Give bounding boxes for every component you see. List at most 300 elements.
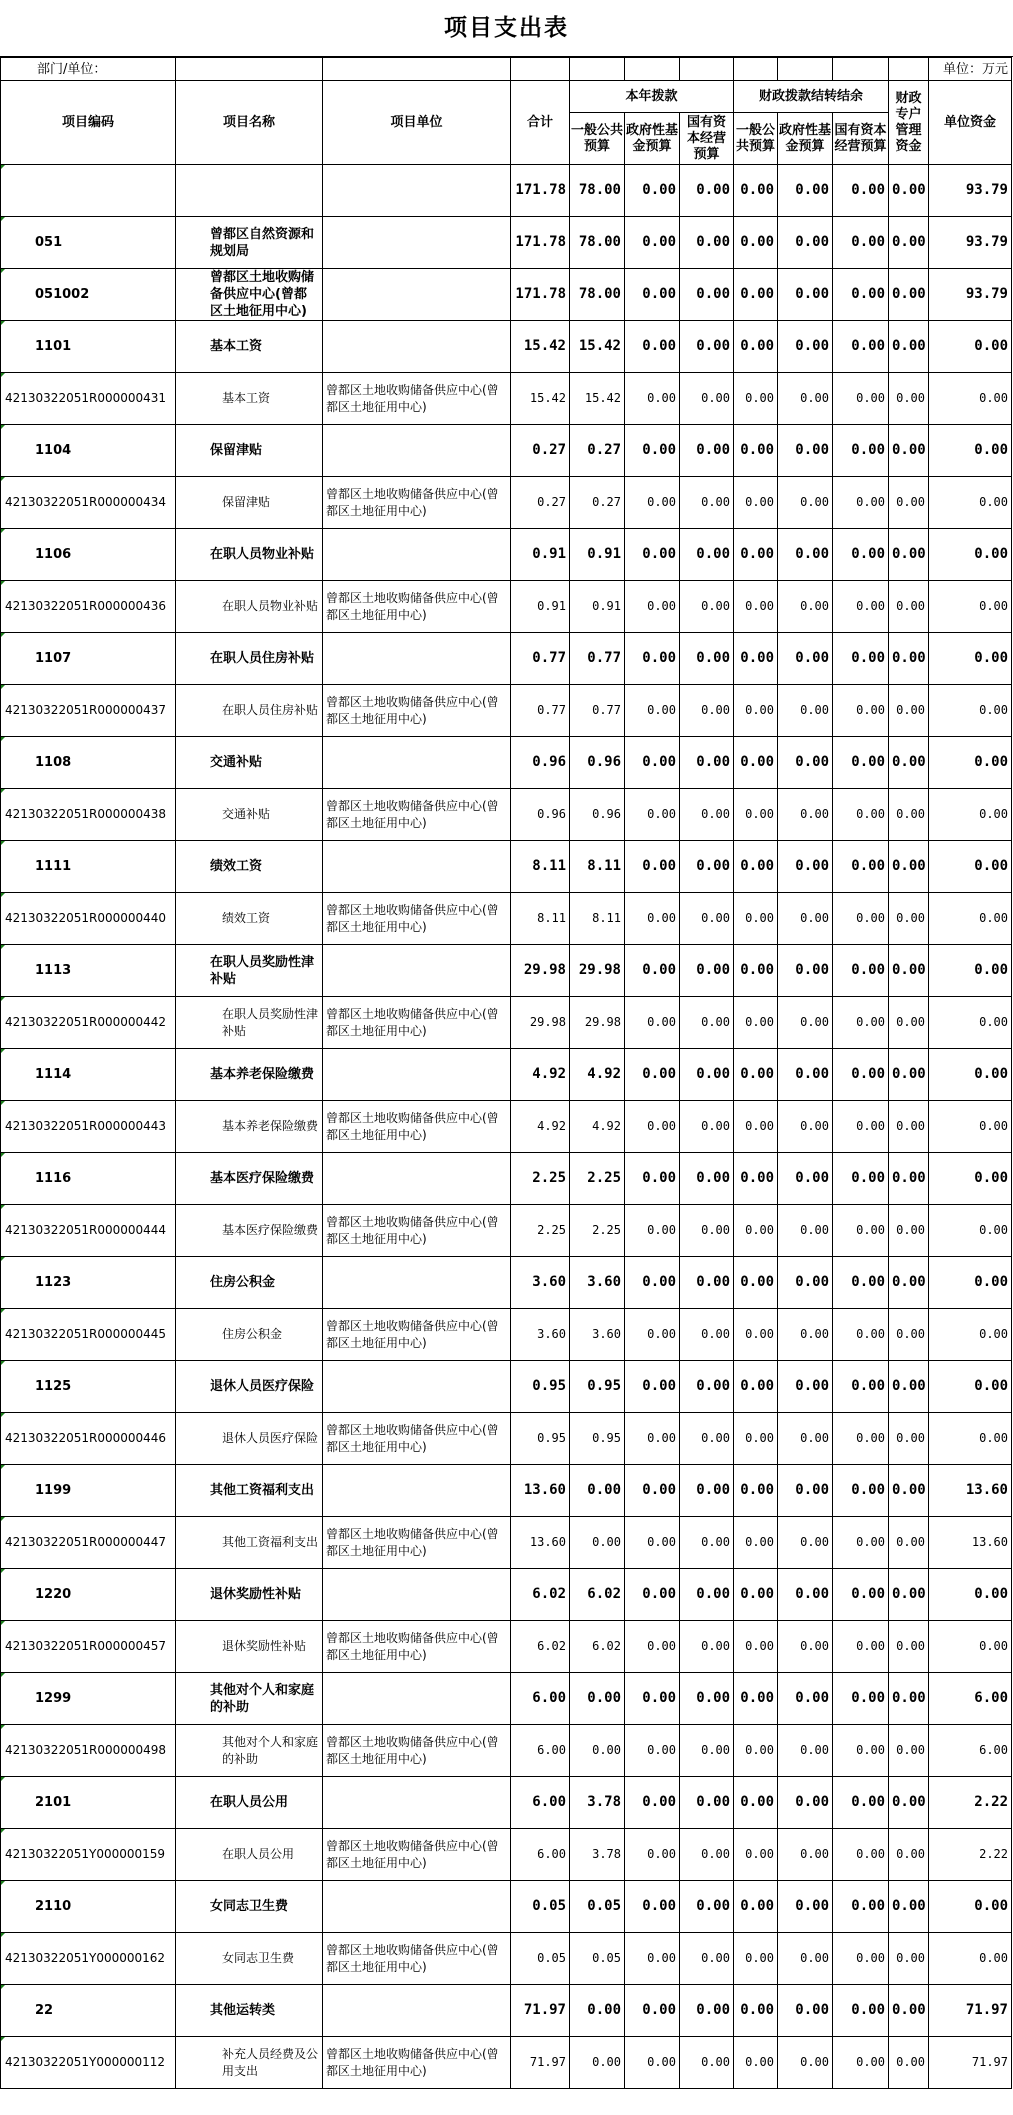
value-co-general: 0.00 (734, 1985, 778, 2037)
value-general: 0.27 (570, 477, 625, 529)
value-co-state-capital: 0.00 (833, 1465, 889, 1517)
value-co-state-capital: 0.00 (833, 737, 889, 789)
value-co-gov-fund: 0.00 (778, 737, 833, 789)
project-name: 交通补贴 (176, 737, 323, 789)
value-co-state-capital: 0.00 (833, 1621, 889, 1673)
value-gov-fund: 0.00 (625, 321, 680, 373)
value-co-state-capital: 0.00 (833, 997, 889, 1049)
project-code: 42130322051R000000498 (1, 1725, 176, 1777)
value-total: 13.60 (511, 1465, 570, 1517)
value-co-general: 0.00 (734, 165, 778, 217)
value-general: 0.95 (570, 1413, 625, 1465)
dept-row (1, 58, 1012, 81)
value-co-gov-fund: 0.00 (778, 1725, 833, 1777)
value-own: 0.00 (929, 581, 1012, 633)
project-code: 2101 (1, 1777, 176, 1829)
project-unit (323, 1465, 511, 1517)
header-carryover: 财政拨款结转结余 (734, 81, 889, 113)
value-gov-fund: 0.00 (625, 1673, 680, 1725)
value-state-capital: 0.00 (680, 1777, 734, 1829)
value-special: 0.00 (889, 425, 929, 477)
value-own: 0.00 (929, 1257, 1012, 1309)
value-state-capital: 0.00 (680, 1673, 734, 1725)
value-own: 0.00 (929, 997, 1012, 1049)
value-state-capital: 0.00 (680, 1413, 734, 1465)
value-co-gov-fund: 0.00 (778, 1829, 833, 1881)
value-gov-fund: 0.00 (625, 217, 680, 269)
value-co-state-capital: 0.00 (833, 217, 889, 269)
header-total: 合计 (511, 81, 570, 165)
value-co-general: 0.00 (734, 321, 778, 373)
value-general: 2.25 (570, 1153, 625, 1205)
value-special: 0.00 (889, 1361, 929, 1413)
value-gov-fund: 0.00 (625, 581, 680, 633)
value-co-gov-fund: 0.00 (778, 789, 833, 841)
value-co-gov-fund: 0.00 (778, 997, 833, 1049)
value-general: 6.02 (570, 1621, 625, 1673)
project-name: 退休人员医疗保险 (176, 1361, 323, 1413)
value-total: 8.11 (511, 841, 570, 893)
value-co-gov-fund: 0.00 (778, 1361, 833, 1413)
value-gov-fund: 0.00 (625, 737, 680, 789)
project-name: 其他工资福利支出 (176, 1517, 323, 1569)
value-co-gov-fund: 0.00 (778, 2037, 833, 2089)
project-code: 1104 (1, 425, 176, 477)
project-unit (323, 1049, 511, 1101)
table-row (1, 1413, 1012, 1465)
value-total: 29.98 (511, 997, 570, 1049)
project-code: 42130322051R000000445 (1, 1309, 176, 1361)
value-co-general: 0.00 (734, 1777, 778, 1829)
value-gov-fund: 0.00 (625, 685, 680, 737)
table-row (1, 1049, 1012, 1101)
value-state-capital: 0.00 (680, 1101, 734, 1153)
value-co-gov-fund: 0.00 (778, 373, 833, 425)
value-state-capital: 0.00 (680, 1829, 734, 1881)
table-row (1, 841, 1012, 893)
project-unit (323, 165, 511, 217)
project-name: 基本医疗保险缴费 (176, 1153, 323, 1205)
project-unit (323, 945, 511, 997)
value-general: 29.98 (570, 997, 625, 1049)
value-co-state-capital: 0.00 (833, 165, 889, 217)
value-special: 0.00 (889, 893, 929, 945)
value-own: 0.00 (929, 477, 1012, 529)
value-state-capital: 0.00 (680, 529, 734, 581)
project-code: 42130322051R000000436 (1, 581, 176, 633)
project-code: 051 (1, 217, 176, 269)
value-co-gov-fund: 0.00 (778, 1621, 833, 1673)
table-row (1, 1309, 1012, 1361)
value-co-gov-fund: 0.00 (778, 1413, 833, 1465)
value-co-general: 0.00 (734, 789, 778, 841)
value-state-capital: 0.00 (680, 1569, 734, 1621)
value-general: 6.02 (570, 1569, 625, 1621)
table-row (1, 581, 1012, 633)
project-unit: 曾都区土地收购储备供应中心(曾都区土地征用中心) (323, 1205, 511, 1257)
value-co-general: 0.00 (734, 1257, 778, 1309)
value-state-capital: 0.00 (680, 1881, 734, 1933)
table-row (1, 373, 1012, 425)
value-special: 0.00 (889, 1621, 929, 1673)
value-general: 0.96 (570, 737, 625, 789)
value-co-general: 0.00 (734, 893, 778, 945)
value-gov-fund: 0.00 (625, 633, 680, 685)
value-gov-fund: 0.00 (625, 1777, 680, 1829)
value-total: 0.96 (511, 737, 570, 789)
project-name: 基本养老保险缴费 (176, 1049, 323, 1101)
value-co-gov-fund: 0.00 (778, 477, 833, 529)
value-own: 0.00 (929, 789, 1012, 841)
project-code: 42130322051R000000447 (1, 1517, 176, 1569)
value-total: 0.77 (511, 685, 570, 737)
value-special: 0.00 (889, 1985, 929, 2037)
value-general: 78.00 (570, 165, 625, 217)
value-special: 0.00 (889, 1153, 929, 1205)
header-gov-fund: 政府性基金预算 (625, 113, 680, 165)
value-special: 0.00 (889, 1933, 929, 1985)
value-special: 0.00 (889, 685, 929, 737)
value-co-gov-fund: 0.00 (778, 893, 833, 945)
table-row (1, 2037, 1012, 2089)
project-unit (323, 1153, 511, 1205)
project-name: 其他工资福利支出 (176, 1465, 323, 1517)
project-unit (323, 321, 511, 373)
value-state-capital: 0.00 (680, 945, 734, 997)
table-row (1, 269, 1012, 321)
value-total: 3.60 (511, 1257, 570, 1309)
page-title: 项目支出表 (0, 0, 1013, 57)
value-gov-fund: 0.00 (625, 373, 680, 425)
value-co-state-capital: 0.00 (833, 1257, 889, 1309)
value-special: 0.00 (889, 789, 929, 841)
value-own: 0.00 (929, 425, 1012, 477)
value-co-general: 0.00 (734, 1101, 778, 1153)
value-general: 0.96 (570, 789, 625, 841)
project-unit (323, 217, 511, 269)
table-row (1, 633, 1012, 685)
value-general: 0.91 (570, 581, 625, 633)
project-code: 1111 (1, 841, 176, 893)
value-state-capital: 0.00 (680, 893, 734, 945)
value-co-state-capital: 0.00 (833, 893, 889, 945)
value-co-state-capital: 0.00 (833, 1985, 889, 2037)
value-co-gov-fund: 0.00 (778, 1049, 833, 1101)
value-co-state-capital: 0.00 (833, 1725, 889, 1777)
value-special: 0.00 (889, 997, 929, 1049)
project-name: 其他对个人和家庭的补助 (176, 1673, 323, 1725)
value-co-gov-fund: 0.00 (778, 1205, 833, 1257)
project-unit (323, 529, 511, 581)
header-general: 一般公共预算 (570, 113, 625, 165)
value-total: 171.78 (511, 217, 570, 269)
value-gov-fund: 0.00 (625, 165, 680, 217)
project-name: 基本工资 (176, 321, 323, 373)
value-co-general: 0.00 (734, 1725, 778, 1777)
value-co-general: 0.00 (734, 737, 778, 789)
project-name: 基本工资 (176, 373, 323, 425)
value-own: 6.00 (929, 1725, 1012, 1777)
value-co-state-capital: 0.00 (833, 1517, 889, 1569)
project-code: 1114 (1, 1049, 176, 1101)
value-general: 0.00 (570, 1985, 625, 2037)
value-total: 71.97 (511, 1985, 570, 2037)
table-row (1, 529, 1012, 581)
value-special: 0.00 (889, 1101, 929, 1153)
project-unit: 曾都区土地收购储备供应中心(曾都区土地征用中心) (323, 893, 511, 945)
value-co-gov-fund: 0.00 (778, 581, 833, 633)
table-row (1, 1205, 1012, 1257)
project-code: 42130322051R000000446 (1, 1413, 176, 1465)
table-row (1, 1465, 1012, 1517)
project-code: 1108 (1, 737, 176, 789)
project-unit: 曾都区土地收购储备供应中心(曾都区土地征用中心) (323, 1101, 511, 1153)
value-co-state-capital: 0.00 (833, 529, 889, 581)
value-state-capital: 0.00 (680, 165, 734, 217)
value-state-capital: 0.00 (680, 633, 734, 685)
value-gov-fund: 0.00 (625, 1829, 680, 1881)
value-state-capital: 0.00 (680, 1985, 734, 2037)
value-co-general: 0.00 (734, 1413, 778, 1465)
value-state-capital: 0.00 (680, 477, 734, 529)
value-total: 15.42 (511, 321, 570, 373)
table-row (1, 425, 1012, 477)
value-special: 0.00 (889, 1777, 929, 1829)
project-code: 2110 (1, 1881, 176, 1933)
value-general: 15.42 (570, 321, 625, 373)
value-co-general: 0.00 (734, 2037, 778, 2089)
value-general: 15.42 (570, 373, 625, 425)
value-general: 78.00 (570, 269, 625, 321)
value-co-general: 0.00 (734, 1569, 778, 1621)
value-co-gov-fund: 0.00 (778, 633, 833, 685)
project-unit (323, 1673, 511, 1725)
project-unit: 曾都区土地收购储备供应中心(曾都区土地征用中心) (323, 789, 511, 841)
header-code: 项目编码 (1, 81, 176, 165)
value-own: 0.00 (929, 945, 1012, 997)
header-unit: 项目单位 (323, 81, 511, 165)
value-total: 29.98 (511, 945, 570, 997)
project-unit: 曾都区土地收购储备供应中心(曾都区土地征用中心) (323, 581, 511, 633)
value-co-state-capital: 0.00 (833, 1413, 889, 1465)
project-code: 1113 (1, 945, 176, 997)
value-own: 0.00 (929, 1881, 1012, 1933)
value-own: 2.22 (929, 1777, 1012, 1829)
value-special: 0.00 (889, 321, 929, 373)
value-co-general: 0.00 (734, 1153, 778, 1205)
value-own: 0.00 (929, 529, 1012, 581)
project-unit: 曾都区土地收购储备供应中心(曾都区土地征用中心) (323, 1933, 511, 1985)
value-general: 29.98 (570, 945, 625, 997)
value-own: 0.00 (929, 1309, 1012, 1361)
value-own: 0.00 (929, 737, 1012, 789)
table-row (1, 1933, 1012, 1985)
project-unit: 曾都区土地收购储备供应中心(曾都区土地征用中心) (323, 477, 511, 529)
project-code: 42130322051R000000431 (1, 373, 176, 425)
value-co-state-capital: 0.00 (833, 1153, 889, 1205)
value-state-capital: 0.00 (680, 1205, 734, 1257)
table-row (1, 477, 1012, 529)
project-code: 42130322051R000000440 (1, 893, 176, 945)
value-co-gov-fund: 0.00 (778, 425, 833, 477)
value-general: 3.78 (570, 1829, 625, 1881)
value-total: 0.05 (511, 1881, 570, 1933)
project-code: 42130322051R000000434 (1, 477, 176, 529)
value-total: 6.02 (511, 1569, 570, 1621)
value-state-capital: 0.00 (680, 789, 734, 841)
value-general: 0.00 (570, 1517, 625, 1569)
value-co-gov-fund: 0.00 (778, 1517, 833, 1569)
value-own: 2.22 (929, 1829, 1012, 1881)
value-general: 2.25 (570, 1205, 625, 1257)
value-total: 2.25 (511, 1205, 570, 1257)
value-co-general: 0.00 (734, 633, 778, 685)
value-state-capital: 0.00 (680, 581, 734, 633)
project-name: 绩效工资 (176, 893, 323, 945)
project-name: 住房公积金 (176, 1257, 323, 1309)
value-state-capital: 0.00 (680, 217, 734, 269)
project-code: 42130322051R000000443 (1, 1101, 176, 1153)
project-code: 42130322051R000000442 (1, 997, 176, 1049)
value-gov-fund: 0.00 (625, 1049, 680, 1101)
value-co-state-capital: 0.00 (833, 581, 889, 633)
value-co-general: 0.00 (734, 373, 778, 425)
value-state-capital: 0.00 (680, 841, 734, 893)
value-total: 0.77 (511, 633, 570, 685)
table-row (1, 1829, 1012, 1881)
value-co-general: 0.00 (734, 1465, 778, 1517)
value-co-state-capital: 0.00 (833, 841, 889, 893)
value-gov-fund: 0.00 (625, 1413, 680, 1465)
value-special: 0.00 (889, 477, 929, 529)
table-row (1, 1257, 1012, 1309)
value-state-capital: 0.00 (680, 1517, 734, 1569)
value-co-state-capital: 0.00 (833, 789, 889, 841)
value-co-gov-fund: 0.00 (778, 529, 833, 581)
value-special: 0.00 (889, 945, 929, 997)
value-special: 0.00 (889, 1205, 929, 1257)
value-special: 0.00 (889, 1517, 929, 1569)
value-general: 0.05 (570, 1881, 625, 1933)
table-row (1, 165, 1012, 217)
value-co-general: 0.00 (734, 1205, 778, 1257)
project-unit: 曾都区土地收购储备供应中心(曾都区土地征用中心) (323, 685, 511, 737)
expenditure-table (0, 57, 1012, 2089)
project-name: 基本医疗保险缴费 (176, 1205, 323, 1257)
value-co-state-capital: 0.00 (833, 1881, 889, 1933)
value-own: 0.00 (929, 1049, 1012, 1101)
value-total: 0.91 (511, 529, 570, 581)
table-row (1, 1517, 1012, 1569)
value-general: 8.11 (570, 841, 625, 893)
value-co-state-capital: 0.00 (833, 321, 889, 373)
value-special: 0.00 (889, 529, 929, 581)
value-co-state-capital: 0.00 (833, 1933, 889, 1985)
value-gov-fund: 0.00 (625, 1881, 680, 1933)
value-co-general: 0.00 (734, 1361, 778, 1413)
table-body (1, 165, 1012, 2089)
project-code: 42130322051R000000444 (1, 1205, 176, 1257)
value-gov-fund: 0.00 (625, 789, 680, 841)
value-co-state-capital: 0.00 (833, 945, 889, 997)
value-co-state-capital: 0.00 (833, 633, 889, 685)
unit-label: 单位：万元 (929, 58, 1012, 81)
project-name: 其他运转类 (176, 1985, 323, 2037)
table-row (1, 1725, 1012, 1777)
value-co-general: 0.00 (734, 529, 778, 581)
value-own: 0.00 (929, 1621, 1012, 1673)
project-code: 42130322051Y000000159 (1, 1829, 176, 1881)
table-row (1, 1153, 1012, 1205)
value-state-capital: 0.00 (680, 321, 734, 373)
header-this-year: 本年拨款 (570, 81, 734, 113)
value-co-gov-fund: 0.00 (778, 1985, 833, 2037)
value-co-state-capital: 0.00 (833, 1361, 889, 1413)
value-co-gov-fund: 0.00 (778, 269, 833, 321)
project-name: 在职人员奖励性津补贴 (176, 945, 323, 997)
value-own: 71.97 (929, 2037, 1012, 2089)
table-row (1, 685, 1012, 737)
value-own: 0.00 (929, 1361, 1012, 1413)
value-special: 0.00 (889, 1309, 929, 1361)
value-general: 0.00 (570, 1673, 625, 1725)
project-code: 42130322051R000000438 (1, 789, 176, 841)
project-unit (323, 1777, 511, 1829)
value-gov-fund: 0.00 (625, 477, 680, 529)
value-own: 0.00 (929, 1569, 1012, 1621)
project-unit (323, 425, 511, 477)
value-state-capital: 0.00 (680, 685, 734, 737)
project-unit: 曾都区土地收购储备供应中心(曾都区土地征用中心) (323, 1725, 511, 1777)
project-unit: 曾都区土地收购储备供应中心(曾都区土地征用中心) (323, 2037, 511, 2089)
project-unit: 曾都区土地收购储备供应中心(曾都区土地征用中心) (323, 373, 511, 425)
table-row (1, 1101, 1012, 1153)
value-total: 6.02 (511, 1621, 570, 1673)
value-general: 0.95 (570, 1361, 625, 1413)
project-code: 42130322051R000000457 (1, 1621, 176, 1673)
project-name: 补充人员经费及公用支出 (176, 2037, 323, 2089)
value-total: 2.25 (511, 1153, 570, 1205)
value-own: 0.00 (929, 841, 1012, 893)
value-co-state-capital: 0.00 (833, 269, 889, 321)
value-co-general: 0.00 (734, 1621, 778, 1673)
project-code: 1116 (1, 1153, 176, 1205)
value-own: 6.00 (929, 1673, 1012, 1725)
value-general: 0.77 (570, 685, 625, 737)
project-name: 其他对个人和家庭的补助 (176, 1725, 323, 1777)
value-special: 0.00 (889, 1569, 929, 1621)
project-name: 在职人员公用 (176, 1829, 323, 1881)
value-special: 0.00 (889, 1881, 929, 1933)
value-co-general: 0.00 (734, 477, 778, 529)
value-own: 71.97 (929, 1985, 1012, 2037)
project-unit: 曾都区土地收购储备供应中心(曾都区土地征用中心) (323, 1621, 511, 1673)
value-own: 0.00 (929, 1153, 1012, 1205)
value-special: 0.00 (889, 1465, 929, 1517)
value-state-capital: 0.00 (680, 997, 734, 1049)
table-row (1, 997, 1012, 1049)
project-code: 1299 (1, 1673, 176, 1725)
project-code: 1220 (1, 1569, 176, 1621)
header-row-1 (1, 81, 1012, 113)
value-own: 13.60 (929, 1465, 1012, 1517)
value-co-general: 0.00 (734, 1309, 778, 1361)
project-name: 退休人员医疗保险 (176, 1413, 323, 1465)
value-general: 78.00 (570, 217, 625, 269)
value-gov-fund: 0.00 (625, 1153, 680, 1205)
value-own: 93.79 (929, 269, 1012, 321)
project-unit: 曾都区土地收购储备供应中心(曾都区土地征用中心) (323, 1413, 511, 1465)
